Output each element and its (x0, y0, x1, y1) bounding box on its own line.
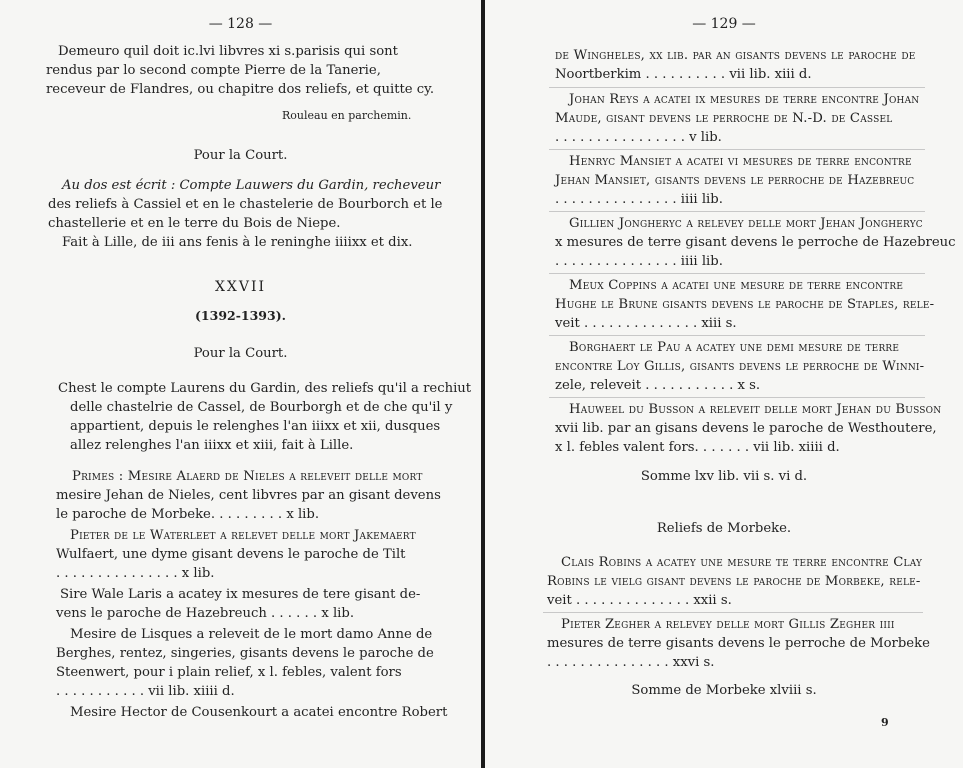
section-heading: Pour la Court. (193, 148, 288, 163)
entry-divider (549, 211, 925, 212)
entry-line: Clais Robins a acatey une mesure te terre encontre Clay (561, 555, 923, 570)
entry-line: Meux Coppins a acatei une mesure de terre encontre (569, 278, 904, 293)
text-line: allez relenghes l'an iiixx et xiii, fait à Lille. (70, 438, 354, 453)
text-line: Fait à Lille, de iii ans fenis à le reninghe iiiixx et dix. (62, 235, 413, 250)
entry-line: xvii lib. par an gisans devens le paroche de Westhoutere, (555, 421, 937, 436)
text-line: Au dos est écrit : Compte Lauwers du Gardin, recheveur (62, 178, 441, 193)
entry-line: Steenwert, pour i plain relief, x l. febles, valent fors (56, 665, 402, 680)
entry-line: . . . . . . . . . . . . . . . iiii lib. (555, 192, 723, 207)
entry-line: Hughe le Brune gisants devens le paroche de Staples, rele- (555, 297, 935, 312)
entry-line: mesures de terre gisants devens le perroche de Morbeke (547, 636, 930, 651)
entry-line: le paroche de Morbeke. . . . . . . . . x lib. (56, 507, 320, 522)
entry-line: zele, releveit . . . . . . . . . . . x s. (555, 378, 761, 393)
printer-signature: 9 (881, 716, 889, 729)
entry-line: Berghes, rentez, singeries, gisants devens le paroche de (56, 646, 434, 661)
entry-divider (549, 149, 925, 150)
text-line: appartient, depuis le relenghes l'an iiixx et xii, dusques (70, 419, 441, 434)
entry-line: Gillien Jongheryc a relevey delle mort Jehan Jongheryc (569, 216, 923, 231)
text-line: delle chastelrie de Cassel, de Bourborgh et de che qu'il y (70, 400, 453, 415)
entry-divider (543, 612, 923, 613)
sum-line: Somme de Morbeke xlviii s. (631, 683, 817, 698)
source-note: Rouleau en parchemin. (282, 109, 412, 122)
entry-line: vens le paroche de Hazebreuch . . . . . . x lib. (56, 606, 355, 621)
entry-line: Robins le vielg gisant devens le paroche de Morbeke, rele- (547, 574, 921, 589)
section-number: XXVII (214, 279, 267, 295)
entry-line: Pieter Zegher a relevey delle mort Gillis Zegher iiii (561, 617, 895, 632)
entry-line: veit . . . . . . . . . . . . . . xxii s. (547, 593, 732, 608)
section-heading: Pour la Court. (193, 346, 288, 361)
entry-line: Primes : Mesire Alaerd de Nieles a releveit delle mort (72, 469, 423, 484)
entry-line: Sire Wale Laris a acatey ix mesures de tere gisant de- (60, 587, 421, 602)
text-line: Demeuro quil doit ic.lvi libvres xi s.parisis qui sont (58, 44, 398, 59)
section-heading: Reliefs de Morbeke. (656, 521, 792, 536)
entry-line: Wulfaert, une dyme gisant devens le paroche de Tilt (56, 547, 406, 562)
entry-line: Mesire Hector de Cousenkourt a acatei encontre Robert (70, 705, 448, 720)
entry-line: . . . . . . . . . . . . . . . . v lib. (555, 130, 722, 145)
entry-line: encontre Loy Gillis, gisants devens le perroche de Winni- (555, 359, 925, 374)
entry-divider (549, 273, 925, 274)
entry-divider (549, 397, 925, 398)
page-number: — 129 — (692, 16, 756, 32)
entry-divider (549, 335, 925, 336)
entry-line: Johan Reys a acatei ix mesures de terre encontre Johan (569, 92, 920, 107)
entry-line: Jehan Mansiet, gisants devens le perroche de Hazebreuc (555, 173, 915, 188)
entry-line: Henryc Mansiet a acatei vi mesures de terre encontre (569, 154, 912, 169)
entry-line: x mesures de terre gisant devens le perroche de Hazebreuc (555, 235, 956, 250)
sum-line: Somme lxv lib. vii s. vi d. (640, 469, 808, 484)
text-line: chastellerie et en le terre du Bois de Niepe. (48, 216, 341, 231)
entry-line: . . . . . . . . . . . . . . . xxvi s. (547, 655, 715, 670)
entry-line: . . . . . . . . . . . . . . . iiii lib. (555, 254, 723, 269)
left-page (0, 0, 481, 768)
entry-line: mesire Jehan de Nieles, cent libvres par an gisant devens (56, 488, 441, 503)
entry-line: . . . . . . . . . . . vii lib. xiiii d. (56, 684, 235, 699)
entry-line: Mesire de Lisques a releveit de le mort damo Anne de (70, 627, 433, 642)
entry-line: Hauweel du Busson a releveit delle mort Jehan du Busson (569, 402, 942, 417)
text-line: Chest le compte Laurens du Gardin, des reliefs qu'il a rechiut (58, 381, 472, 396)
page-number: — 128 — (208, 16, 273, 32)
entry-line: . . . . . . . . . . . . . . . x lib. (56, 566, 215, 581)
entry-line: Borghaert le Pau a acatey une demi mesure de terre (569, 340, 900, 355)
section-years: (1392-1393). (195, 308, 286, 323)
entry-line: Noortberkim . . . . . . . . . . vii lib. xiii d. (555, 67, 812, 82)
entry-line: Maude, gisant devens le perroche de N.-D. de Cassel (555, 111, 893, 126)
entry-line: x l. febles valent fors. . . . . . . vii lib. xiiii d. (555, 440, 840, 455)
text-line: rendus par lo second compte Pierre de la Tanerie, (46, 63, 381, 78)
entry-line: veit . . . . . . . . . . . . . . xiii s. (555, 316, 737, 331)
right-page (485, 0, 963, 768)
entry-line: de Wingheles, xx lib. par an gisants devens le paroche de (555, 48, 916, 63)
entry-line: Pieter de le Waterleet a relevet delle mort Jakemaert (70, 528, 416, 543)
text-line: receveur de Flandres, ou chapitre dos reliefs, et quitte cy. (46, 82, 435, 97)
text-line: des reliefs à Cassiel et en le chastelerie de Bourborch et le (48, 197, 443, 212)
entry-divider (549, 87, 925, 88)
